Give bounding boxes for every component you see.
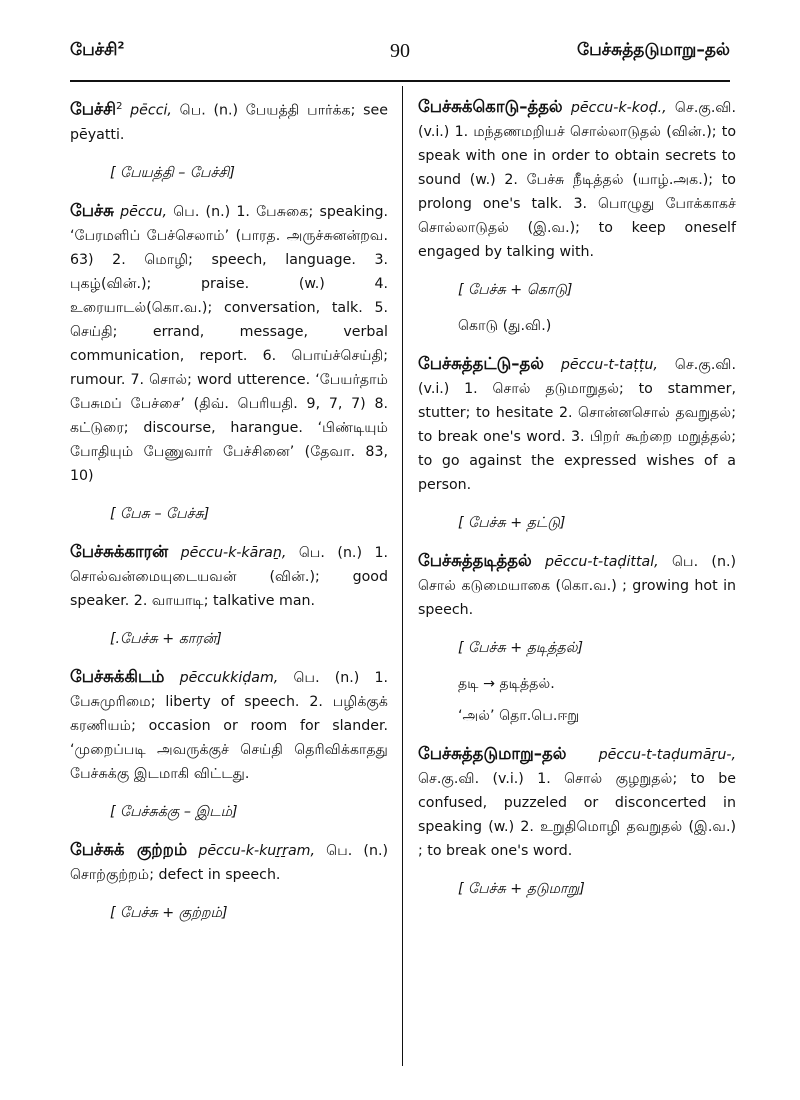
entry-transliteration: pēccu-k-koḍ., [570,100,667,116]
entry-headword: பேச்சுக் குற்றம் [70,839,188,859]
entry-text [70,199,388,488]
right-column [418,95,736,915]
entry-transliteration: pēccu-t-taṭṭu, [560,357,658,373]
headword-superscript: 2 [116,101,123,112]
entry-text [70,540,388,613]
entry-definition: பெ. (n.) சொற்குற்றம்; defect in speech. [70,842,388,883]
entry-etymology: [ பேயத்தி – பேச்சி] [110,164,235,181]
dictionary-entry [70,665,388,824]
page-header [70,40,730,80]
entry-etymology: [ பேச்சு + தட்டு] [458,515,566,531]
entry-definition: செ.கு.வி. (v.i.) 1. சொல் குழறுதல்; to be confused, puzzeled or disconcerted in speaking (w.) 2. உறுதிமொழி தவறுதல் (இ.வ.) ; to break one's word. [418,771,736,859]
entry-text [418,549,736,622]
dictionary-entry [70,540,388,651]
entry-transliteration: pēccu, [120,203,167,220]
entry-text [70,838,388,887]
header-right-word: பேச்சுத்தடுமாறு–தல் [577,40,730,60]
entry-text [418,95,736,264]
entry-transliteration: pēccu-t-taḍumāṟu-, [598,747,736,763]
entry-etymology: [ பேச்சு + தடித்தல்] [458,640,584,656]
column-divider [402,86,403,1066]
entry-text [418,352,736,497]
entry-headword: பேச்சுத்தடுமாறு–தல் [418,744,567,763]
entry-headword: பேச்சுக்காரன் [70,541,169,561]
page-number: 90 [390,40,410,62]
entry-derivation-note: கொடு (து.வி.) [458,318,552,334]
header-left-word: பேச்சி$^2$ [70,40,125,60]
entry-definition: பெ. (n.) 1. பேசுமுரிமை; liberty of speech. 2. பழிக்குக் கரணியம்; occasion or room for slander. ‘முறைப்படி அவருக்குச் செய்தி தெரிவிக்காதது பேச்சுக்கு இடமாகி விட்டது. [70,669,389,782]
entry-derivation-note: ‘அல்’ தொ.பெ.ஈறு [458,708,580,724]
entry-definition: பெ. (n.) சொல் கடுமையாகை (கொ.வ.) ; growing hot in speech. [418,554,736,618]
entry-etymology: [.பேச்சு + காரன்] [110,630,222,647]
entry-transliteration: pēccu-k-kāraṉ, [180,544,287,561]
entry-transliteration: pēccu-t-taḍittal, [545,554,659,570]
entry-definition: பெ. (n.) பேயத்தி பார்க்க; see pēyatti. [70,102,389,143]
dictionary-entry [70,95,388,185]
entry-transliteration: pēccukkiḍam, [179,669,279,686]
dictionary-entry [418,549,736,728]
entry-etymology: [ பேச்சு + தடுமாறு] [458,881,585,897]
dictionary-entry [70,199,388,526]
entry-headword: பேச்சி [70,99,117,119]
entry-etymology: [ பேச்சுக்கு – இடம்] [110,803,238,820]
header-rule [70,80,730,82]
entry-definition: செ.கு.வி. (v.i.) 1. மந்தணமறியச் சொல்லாடுதல் (வின்.); to speak with one in order to obtain secrets to sound (w.) 2. பேச்சு நீடித்தல் (யாழ்.அக.); to prolong one's talk. 3. பொழுது போக்காகச் சொல்லாடுதல் (இ.வ.); to keep oneself engaged by talking with. [418,100,737,260]
entry-headword: பேச்சுத்தட்டு–தல் [418,354,544,373]
dictionary-entry [418,742,736,901]
entry-definition: பெ. (n.) 1. பேசுகை; speaking. ‘பேரமளிப் பேச்செலாம்’ (பாரத. அருச்சுனன்றவ. 63) 2. மொழி; speech, language. 3. புகழ்(வின்.); praise. (w.) 4. உரையாடல்(கொ.வ.); conversation, talk. 5. செய்தி; errand, message, verbal communication, report. 6. பொய்ச்செய்தி; rumour. 7. சொல்; word utterence. ‘பேயர்தாம் பேசுமப் பேச்சை’ (திவ். பெரியதி. 9, 7, 7) 8. கட்டுரை; discourse, harangue. ‘பிண்டியும் போதியும் பேணுவார் பேச்சினை’ (தேவா. 83, 10) [70,203,388,484]
entry-headword: பேச்சுக்கிடம் [70,666,165,686]
entry-etymology: [ பேச்சு + குற்றம்] [110,904,228,921]
entry-transliteration: pēccu-k-kuṟṟam, [198,842,315,859]
entry-definition: பெ. (n.) 1. சொல்வன்மையுடையவன் (வின்.); good speaker. 2. வாயாடி; talkative man. [70,544,388,609]
entry-headword: பேச்சு [70,200,114,220]
entry-text [418,742,736,863]
entry-headword: பேச்சுத்தடித்தல் [418,551,532,570]
dictionary-entry [70,838,388,925]
left-column [70,95,388,939]
entry-text [70,95,388,147]
entry-etymology: [ பேச்சு + கொடு] [458,282,573,298]
entry-definition: செ.கு.வி. (v.i.) 1. சொல் தடுமாறுதல்; to stammer, stutter; to hesitate 2. சொன்னசொல் தவறுதல்; to break one's word. 3. பிறர் கூற்றை மறுத்தல்; to go against the expressed wishes of a person. [418,357,736,493]
entry-derivation-note: தடி → தடித்தல். [458,676,555,692]
entry-etymology: [ பேசு – பேச்சு] [110,505,210,522]
entry-text [70,665,388,786]
dictionary-entry [418,95,736,338]
entry-headword: பேச்சுக்கொடு–த்தல் [418,97,563,116]
dictionary-entry [418,352,736,535]
entry-transliteration: pēcci, [130,102,172,119]
